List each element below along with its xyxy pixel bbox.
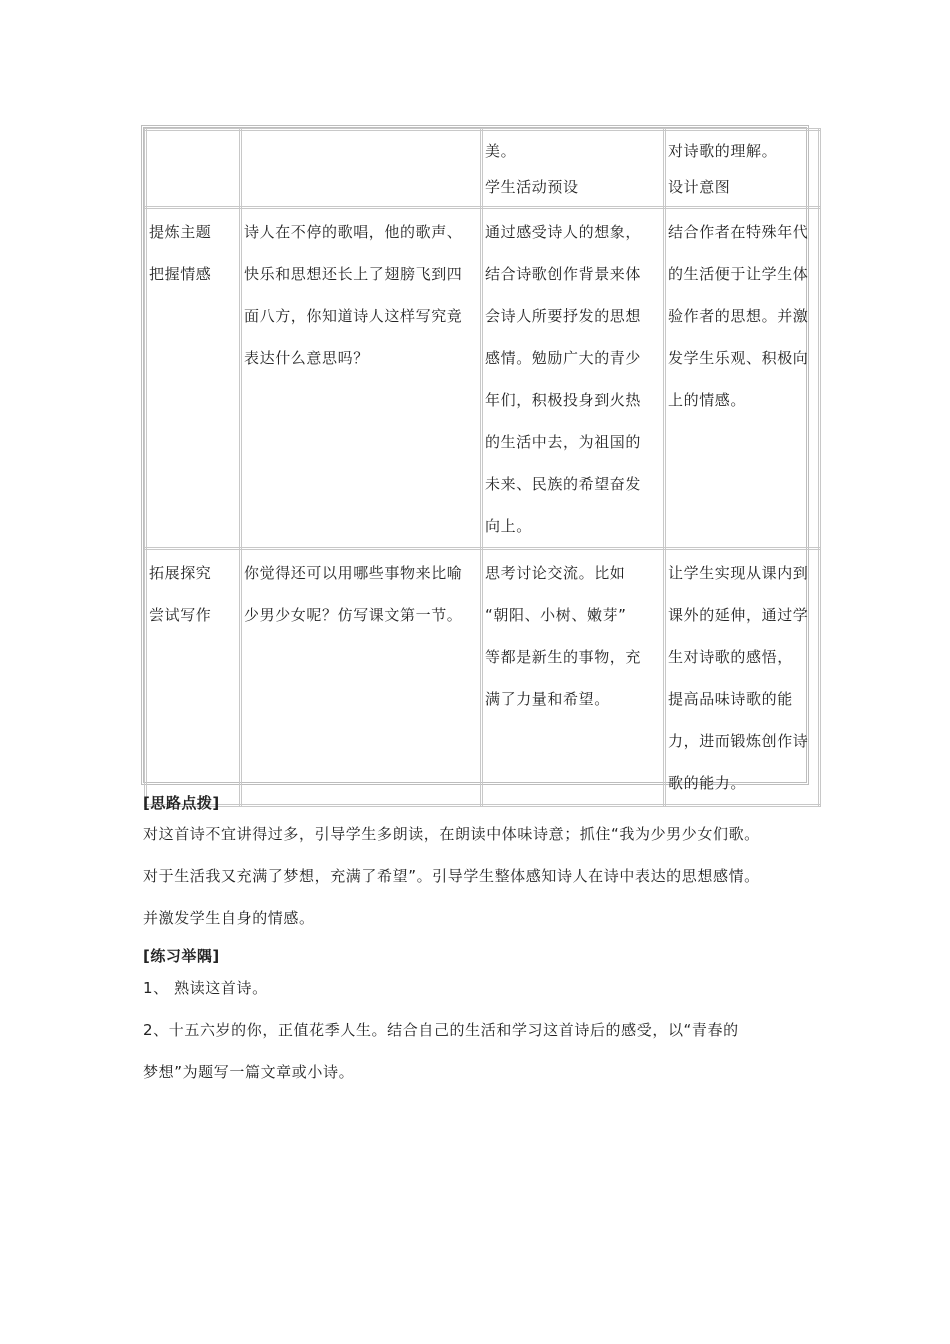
question-line: 你觉得还可以用哪些事物来比喻 <box>244 564 463 582</box>
intent-line: 提高品味诗歌的能 <box>668 690 793 708</box>
activity-line: 感情。勉励广大的青少 <box>485 349 642 367</box>
activity-line: “朝阳、小树、嫩芽” <box>485 606 627 624</box>
activity-cell <box>482 549 665 806</box>
question-line: 表达什么意思吗？ <box>244 349 369 367</box>
step-line: 提炼主题 <box>149 223 212 241</box>
question-line: 面八方，你知道诗人这样写究竟 <box>244 307 463 325</box>
intent-line: 生对诗歌的感悟， <box>668 648 793 666</box>
intent-cell <box>665 208 820 549</box>
activity-line: 会诗人所要抒发的思想 <box>485 307 642 325</box>
header-cell-step <box>146 130 241 208</box>
activity-line: 等都是新生的事物，充 <box>485 648 642 666</box>
step-cell <box>146 208 241 549</box>
activity-line: 年们，积极投身到火热 <box>485 391 642 409</box>
intent-line: 让学生实现从课内到 <box>668 564 809 582</box>
activity-line: 思考讨论交流。比如 <box>485 564 626 582</box>
intent-line: 歌的能力。 <box>668 774 747 792</box>
guide-paragraph <box>143 813 823 939</box>
activity-cell <box>482 208 665 549</box>
intent-line: 验作者的思想。并激 <box>668 307 809 325</box>
step-line: 拓展探究 <box>149 564 212 582</box>
activity-line: 满了力量和希望。 <box>485 690 610 708</box>
table-header-row <box>146 130 820 208</box>
question-cell <box>241 208 482 549</box>
step-line: 把握情感 <box>149 265 212 283</box>
activity-line: 通过感受诗人的想象， <box>485 223 642 241</box>
practice-list <box>143 967 823 1093</box>
activity-line: 结合诗歌创作背景来体 <box>485 265 642 283</box>
guide-line: 并激发学生自身的情感。 <box>143 909 315 927</box>
practice-line: 1、 熟读这首诗。 <box>143 979 268 997</box>
intent-line: 力，进而锻炼创作诗 <box>668 732 809 750</box>
intent-line: 课外的延伸，通过学 <box>668 606 809 624</box>
header-intent-line: 设计意图 <box>668 178 731 196</box>
header-cell-question <box>241 130 482 208</box>
header-cell-intent <box>665 130 820 208</box>
question-cell <box>241 549 482 806</box>
step-line: 尝试写作 <box>149 606 212 624</box>
intent-line: 上的情感。 <box>668 391 747 409</box>
practice-line: 2、十五六岁的你，正值花季人生。结合自己的生活和学习这首诗后的感受，以“青春的 <box>143 1021 739 1039</box>
activity-line: 的生活中去，为祖国的 <box>485 433 642 451</box>
step-cell <box>146 549 241 806</box>
header-intent-line: 对诗歌的理解。 <box>668 142 778 160</box>
intent-line: 发学生乐观、积极向 <box>668 349 809 367</box>
guide-line: 对这首诗不宜讲得过多，引导学生多朗读，在朗读中体味诗意；抓住“我为少男少女们歌。 <box>143 825 760 843</box>
practice-heading: [练习举隅] <box>143 947 220 965</box>
table-row <box>146 549 820 806</box>
question-line: 诗人在不停的歌唱，他的歌声、 <box>244 223 463 241</box>
header-activity-line: 美。 <box>485 142 517 160</box>
guide-heading: [思路点拨] <box>143 794 220 812</box>
lesson-plan-table <box>141 125 809 792</box>
activity-line: 未来、民族的希望奋发 <box>485 475 642 493</box>
guide-line: 对于生活我又充满了梦想，充满了希望”。引导学生整体感知诗人在诗中表达的思想感情。 <box>143 867 760 885</box>
intent-cell <box>665 549 820 806</box>
header-activity-line: 学生活动预设 <box>485 178 579 196</box>
intent-line: 结合作者在特殊年代 <box>668 223 809 241</box>
activity-line: 向上。 <box>485 517 532 535</box>
table-row <box>146 208 820 549</box>
question-line: 快乐和思想还长上了翅膀飞到四 <box>244 265 463 283</box>
intent-line: 的生活便于让学生体 <box>668 265 809 283</box>
question-line: 少男少女呢？仿写课文第一节。 <box>244 606 463 624</box>
practice-line: 梦想”为题写一篇文章或小诗。 <box>143 1063 355 1081</box>
header-cell-activity <box>482 130 665 208</box>
